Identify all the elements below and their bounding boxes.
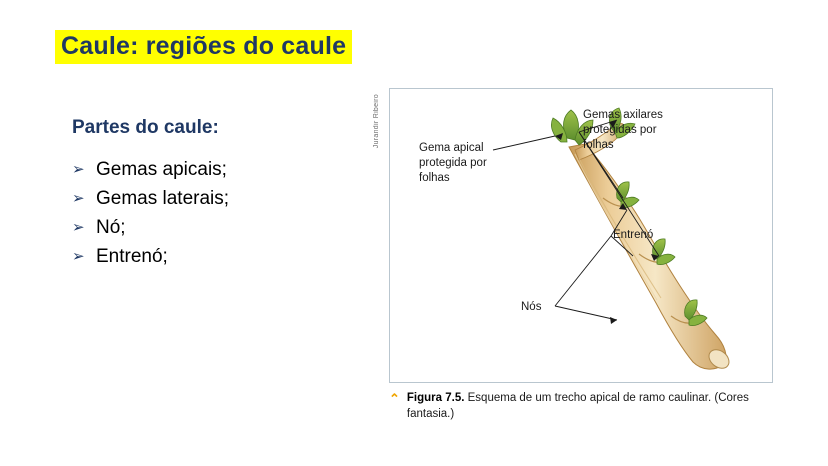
branch-illustration [371,88,775,388]
list-item [72,243,372,272]
figure-label-entreno: Entrenó [613,229,654,241]
page-title: Caule: regiões do caule [55,30,352,64]
bullet-list [72,156,372,272]
figure-caption-number: Figura 7.5. [406,392,465,404]
figure-caption-text: Esquema de um trecho apical de ramo caulinar. (Cores fantasia.) [406,392,749,420]
list-item [72,214,372,243]
figure-block [371,88,775,446]
figure-caption [389,391,773,423]
list-item-label: Gemas apicais; [96,159,227,180]
list-item-label: Entrenó; [96,246,168,267]
list-item [72,185,372,214]
caret-up-icon: ⌃ [389,391,400,406]
bullet-marker-icon: ➢ [72,248,85,265]
list-item-label: Nó; [96,217,126,238]
bullet-marker-icon: ➢ [72,219,85,236]
figure-label-nos: Nós [521,301,542,313]
figure-label-gemas-axilares: Gemas axilares protegidas por folhas [583,109,663,152]
list-item-label: Gemas laterais; [96,188,230,209]
section-subtitle: Partes do caule: [72,117,219,138]
figure-credit: Jurandir Ribeiro [373,94,380,149]
bullet-marker-icon: ➢ [72,190,85,207]
list-item [72,156,372,185]
bullet-marker-icon: ➢ [72,161,85,178]
figure-label-gema-apical: Gema apical protegida por folhas [419,142,487,185]
